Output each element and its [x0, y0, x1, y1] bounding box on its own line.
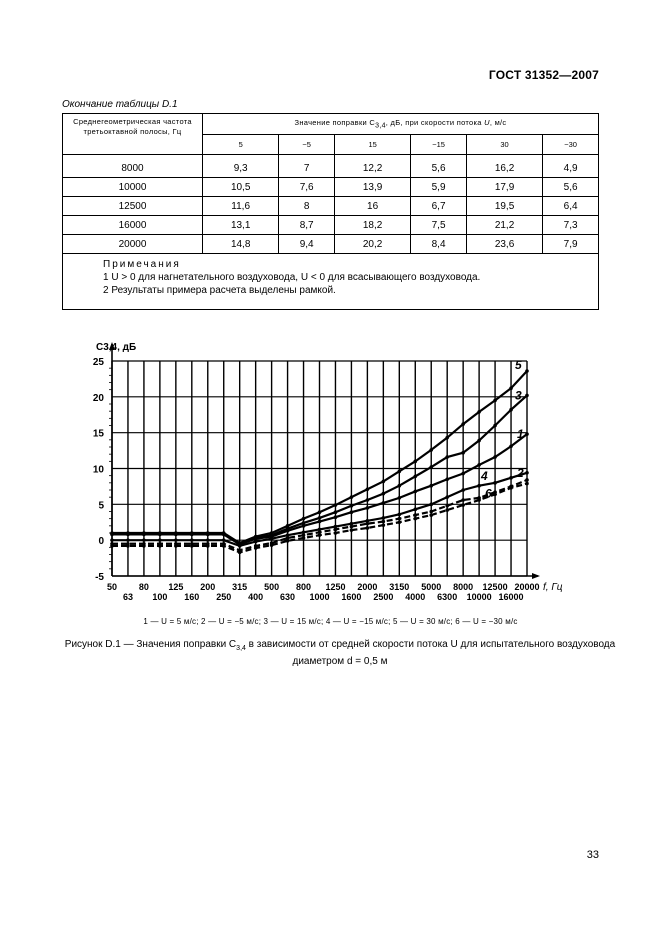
data-point	[477, 410, 481, 414]
velocity-header: 15	[334, 135, 410, 155]
data-point	[126, 544, 130, 548]
series-label: 6	[485, 486, 492, 501]
value-cell: 20,2	[334, 235, 410, 254]
data-point	[509, 486, 513, 490]
data-point	[206, 544, 210, 548]
velocity-header: 5	[203, 135, 279, 155]
data-point	[429, 510, 433, 514]
data-point	[302, 517, 306, 521]
velocity-header: −30	[543, 135, 599, 155]
value-cell: 7,6	[279, 178, 335, 197]
data-point	[254, 540, 258, 544]
value-cell: 10,5	[203, 178, 279, 197]
chart-axes	[109, 342, 540, 579]
value-cell: 4,9	[543, 155, 599, 178]
data-point	[525, 432, 529, 436]
value-cell: 13,9	[334, 178, 410, 197]
value-cell: 9,4	[279, 235, 335, 254]
series-label: 4	[481, 468, 488, 483]
x-tick-label: 1250	[325, 582, 346, 592]
data-point	[142, 531, 146, 535]
x-axis-label: f, Гц	[543, 582, 563, 593]
x-tick-label: 800	[296, 582, 312, 592]
value-cell: 9,3	[203, 155, 279, 178]
data-point	[318, 510, 322, 514]
data-point	[382, 516, 386, 520]
data-point	[493, 424, 497, 428]
data-point	[270, 543, 274, 547]
data-point	[461, 498, 465, 502]
value-column-header: Значение поправки $C_{3,4}$, дБ, при скорости потока U, м/с	[203, 114, 599, 135]
data-point	[126, 531, 130, 535]
value-cell: 5,6	[411, 155, 467, 178]
correction-table	[62, 113, 599, 310]
data-point	[238, 551, 242, 555]
value-cell: 21,2	[466, 216, 542, 235]
data-point	[222, 544, 226, 548]
data-point	[334, 531, 338, 535]
data-point	[525, 394, 529, 398]
data-point	[398, 520, 402, 524]
data-point	[382, 480, 386, 484]
data-point	[350, 510, 354, 514]
data-point	[174, 544, 178, 548]
data-point	[126, 538, 130, 542]
value-cell: 5,6	[543, 178, 599, 197]
data-point	[413, 517, 417, 521]
x-tick-label: 315	[232, 582, 248, 592]
data-point	[366, 522, 370, 526]
data-point	[429, 448, 433, 452]
table-row	[63, 197, 599, 216]
x-tick-label: 20000	[514, 582, 540, 592]
value-cell: 13,1	[203, 216, 279, 235]
y-tick-label: 10	[92, 464, 104, 476]
correction-chart	[0, 330, 661, 620]
data-point	[477, 463, 481, 467]
data-point	[366, 487, 370, 491]
notes-row	[63, 254, 599, 310]
value-cell: 16	[334, 197, 410, 216]
data-point	[477, 439, 481, 443]
figure-legend: 1 — U = 5 м/с; 2 — U = −5 м/с; 3 — U = 15 м/с; 4 — U = −15 м/с; 5 — U = 30 м/с; 6 — U = −30 м/с	[143, 617, 518, 626]
data-point	[366, 498, 370, 502]
x-tick-label: 1000	[309, 592, 330, 602]
data-point	[429, 503, 433, 507]
note-2: 2 Результаты примера расчета выделены рамкой.	[103, 285, 336, 296]
data-point	[318, 516, 322, 520]
data-point	[413, 508, 417, 512]
data-point	[334, 510, 338, 514]
freq-cell: 12500	[63, 197, 203, 216]
data-point	[206, 538, 210, 542]
data-point	[334, 528, 338, 532]
table-row	[63, 235, 599, 254]
data-point	[525, 471, 529, 475]
standard-header: ГОСТ 31352—2007	[488, 68, 599, 82]
value-cell: 7,9	[543, 235, 599, 254]
data-point	[398, 496, 402, 500]
x-tick-label: 80	[138, 582, 149, 592]
y-tick-label: -5	[95, 572, 104, 583]
data-point	[110, 544, 114, 548]
series-label: 5	[515, 358, 522, 373]
data-point	[110, 538, 114, 542]
data-point	[461, 422, 465, 426]
x-tick-label: 63	[122, 592, 133, 602]
data-point	[254, 546, 258, 550]
x-tick-label: 50	[106, 582, 118, 592]
data-point	[222, 531, 226, 535]
data-point	[142, 544, 146, 548]
x-tick-label: 2000	[357, 582, 378, 592]
data-point	[174, 531, 178, 535]
data-point	[413, 460, 417, 464]
data-point	[445, 504, 449, 508]
series-label: 1	[517, 427, 524, 442]
series-label: 2	[517, 465, 524, 480]
data-point	[286, 524, 290, 528]
x-tick-label: 12500	[482, 582, 508, 592]
data-point	[254, 535, 258, 539]
x-tick-label: 125	[168, 582, 184, 592]
data-point	[493, 399, 497, 403]
data-point	[525, 369, 529, 373]
value-cell: 7,3	[543, 216, 599, 235]
series-label: 3	[515, 388, 522, 403]
data-point	[429, 513, 433, 517]
data-point	[413, 490, 417, 494]
page-number: 33	[586, 849, 599, 861]
data-point	[509, 444, 513, 448]
table-caption: Окончание таблицы D.1	[62, 99, 178, 110]
y-tick-label: 0	[98, 536, 104, 548]
data-point	[525, 478, 529, 482]
data-point	[174, 538, 178, 542]
value-cell: 17,9	[466, 178, 542, 197]
x-tick-label: 500	[264, 582, 280, 592]
data-point	[334, 515, 338, 519]
data-point	[445, 436, 449, 440]
value-cell: 23,6	[466, 235, 542, 254]
data-point	[350, 495, 354, 499]
data-point	[413, 475, 417, 479]
data-point	[398, 470, 402, 474]
data-point	[110, 531, 114, 535]
data-point	[382, 523, 386, 527]
data-point	[158, 531, 162, 535]
data-point	[477, 498, 481, 502]
data-point	[158, 544, 162, 548]
data-point	[270, 537, 274, 541]
data-point	[238, 541, 242, 545]
data-point	[190, 531, 194, 535]
x-tick-label: 250	[216, 592, 232, 602]
y-tick-label: 20	[92, 392, 104, 404]
value-cell: 12,2	[334, 155, 410, 178]
x-tick-label: 630	[280, 592, 296, 602]
x-tick-label: 200	[200, 582, 216, 592]
data-point	[270, 531, 274, 535]
data-point	[445, 495, 449, 499]
x-tick-label: 16000	[498, 592, 524, 602]
value-cell: 8,7	[279, 216, 335, 235]
x-tick-label: 1600	[341, 592, 362, 602]
value-cell: 18,2	[334, 216, 410, 235]
table-row	[63, 178, 599, 197]
x-tick-label: 100	[152, 592, 168, 602]
velocity-header: −5	[279, 135, 335, 155]
freq-cell: 16000	[63, 216, 203, 235]
data-point	[318, 533, 322, 537]
data-point	[318, 520, 322, 524]
data-point	[461, 503, 465, 507]
data-point	[477, 484, 481, 488]
freq-cell: 20000	[63, 235, 203, 254]
data-point	[509, 386, 513, 390]
velocity-header: −15	[411, 135, 467, 155]
value-cell: 19,5	[466, 197, 542, 216]
value-cell: 5,9	[411, 178, 467, 197]
data-point	[366, 506, 370, 510]
data-point	[398, 484, 402, 488]
value-cell: 7,5	[411, 216, 467, 235]
chart-labels	[93, 342, 563, 602]
y-tick-label: 5	[98, 500, 104, 512]
data-point	[222, 538, 226, 542]
data-point	[493, 481, 497, 485]
data-point	[445, 477, 449, 481]
data-point	[190, 544, 194, 548]
data-point	[302, 536, 306, 540]
data-point	[398, 517, 402, 521]
x-tick-label: 160	[184, 592, 200, 602]
figure-caption: Рисунок D.1 — Значения поправки $C_{3,4}$ в зависимости от средней скорости потока U для испытательного воздуховода диаметром d = 0,5 м	[64, 639, 616, 667]
data-point	[286, 539, 290, 543]
value-cell: 8	[279, 197, 335, 216]
table-row	[63, 155, 599, 178]
data-point	[493, 455, 497, 459]
y-axis-label: C3,4, дБ	[96, 342, 137, 353]
table-row	[63, 216, 599, 235]
data-point	[382, 492, 386, 496]
data-point	[350, 504, 354, 508]
data-point	[350, 528, 354, 532]
data-point	[445, 508, 449, 512]
value-cell: 14,8	[203, 235, 279, 254]
value-cell: 6,4	[543, 197, 599, 216]
data-point	[158, 538, 162, 542]
note-1: 1 U > 0 для нагнетательного воздуховода, U < 0 для всасывающего воздуховода.	[103, 272, 481, 283]
x-tick-label: 400	[248, 592, 264, 602]
notes-title: Примечания	[103, 259, 181, 270]
freq-column-header: Среднегеометрическая частота третьоктавной полосы, Гц	[63, 114, 203, 155]
data-point	[334, 503, 338, 507]
value-cell: 7	[279, 155, 335, 178]
value-cell: 16,2	[466, 155, 542, 178]
value-cell: 8,4	[411, 235, 467, 254]
data-point	[413, 513, 417, 517]
value-cell: 6,7	[411, 197, 467, 216]
data-point	[382, 501, 386, 505]
data-point	[190, 538, 194, 542]
data-point	[206, 531, 210, 535]
x-tick-label: 3150	[389, 582, 410, 592]
x-tick-label: 2500	[373, 592, 394, 602]
data-point	[445, 455, 449, 459]
freq-cell: 10000	[63, 178, 203, 197]
data-point	[142, 538, 146, 542]
x-tick-label: 8000	[453, 582, 474, 592]
data-point	[525, 482, 529, 486]
data-point	[461, 488, 465, 492]
table-notes	[63, 254, 599, 310]
data-point	[509, 476, 513, 480]
data-point	[382, 520, 386, 524]
x-tick-label: 10000	[466, 592, 492, 602]
value-cell: 11,6	[203, 197, 279, 216]
data-point	[461, 451, 465, 455]
data-point	[350, 525, 354, 529]
x-tick-label: 6300	[437, 592, 458, 602]
x-tick-label: 4000	[405, 592, 426, 602]
y-tick-label: 25	[92, 357, 104, 368]
data-point	[366, 526, 370, 530]
data-point	[398, 513, 402, 517]
freq-cell: 8000	[63, 155, 203, 178]
y-tick-label: 15	[92, 428, 104, 440]
data-point	[429, 465, 433, 469]
x-axis-arrow	[532, 573, 540, 579]
velocity-header: 30	[466, 135, 542, 155]
x-tick-label: 5000	[421, 582, 442, 592]
data-point	[302, 521, 306, 525]
data-point	[429, 484, 433, 488]
data-point	[493, 493, 497, 497]
data-point	[509, 408, 513, 412]
data-point	[461, 472, 465, 476]
